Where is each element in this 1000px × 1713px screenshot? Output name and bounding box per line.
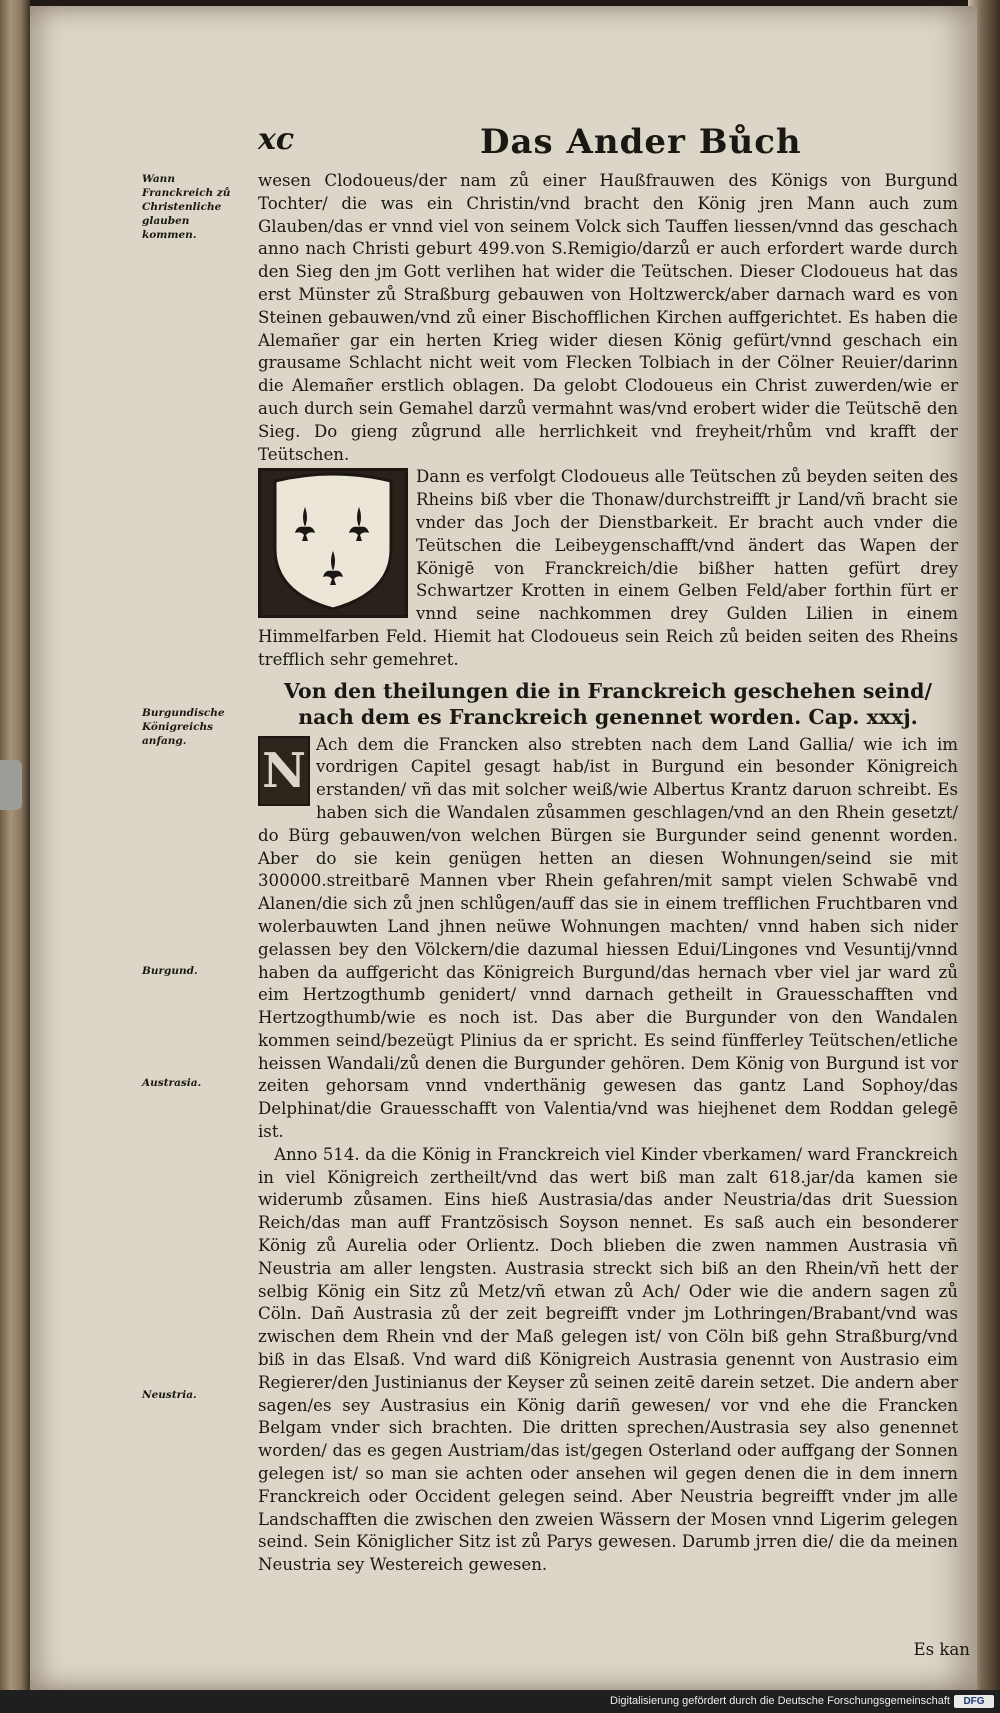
footer-credit: Digitalisierung gefördert durch die Deutsche Forschungsgemeinschaft — [610, 1695, 950, 1707]
margin-note-austrasia: Austrasia. — [142, 1077, 202, 1089]
margin-note-burgund-anfang: Burgundische Königreichs anfang. — [142, 707, 225, 747]
running-title: Das Ander Bůch — [480, 122, 802, 162]
book-spine — [0, 0, 30, 1700]
decorated-initial: N — [258, 736, 310, 806]
catchword: Es kan — [913, 1640, 970, 1659]
fleur-de-lis-icon — [261, 471, 405, 615]
paragraph-austrasia: Anno 514. da die König in Franckreich viel Kinder vberkamen/ ward Franckreich in viel Königreich zertheilt/vnd das wert biß man zalt 618.jar/da kamen sie widerumb zůsamen. Eins hieß Austrasia/das ander Neustria/das drit Suession Reich/das man auff Frantzösisch Soyson nennet. Es saß auch ein besonderer König zů Aurelia oder Orlientz. Doch blieben die zwen nammen Austrasia vñ Neustria am aller lengsten. Austrasia streckt sich biß an den Rhein/vñ hett der selbig König ein Sitz zů Metz/vñ etwan zů Ach/ Oder wie die andern sagen zů Cöln. Dañ Austrasia zů der zeit begreifft vnder jm Lothringen/Brabant/vnd was zwischen dem Rhein vnd der Maß gelegen ist/ von Cöln biß gehn Straßburg/vnd biß in das Elsaß. Vnd ward diß Königreich Austrasia genennt von Austrasio eim Regierer/den Justinianus der Keyser zů seinen zeitē darein setzet. Die andern aber sagen/es sey Austrasius ein König dariñ gewesen/ vor vnd ehe die Francken Belgam vnder sich brachten. Die dritten sprechen/Austrasia sey also genennet worden/ das es gegen Austriam/das ist/gegen Osterland oder auffgang der Sonnen gelegen ist/ so man sie achten oder ansehen wil gegen denen die in dem innern Franckreich oder Occident gelegen seind. Aber Neustria begreifft vnder jm alle Landschafften die zwischen den zweien Wässern der Mosen vnnd Ligerim gelegen seind. Sein Königlicher Sitz ist zů Parys gewesen. Darumb jrren die/ die da meinen Neustria sey Westereich gewesen. — [258, 1144, 958, 1575]
coat-of-arms-woodcut — [258, 468, 408, 618]
footer-bar — [0, 1690, 1000, 1713]
book-clasp — [0, 760, 22, 810]
page-number: xc — [258, 122, 295, 157]
margin-note-burgund: Burgund. — [142, 965, 198, 977]
main-text — [258, 170, 958, 1577]
paragraph-burgund: Ach dem die Francken also strebten nach dem Land Gallia/ wie ich im vordrigen Capitel gesagt hab/ist in Burgund ein besonder Königreich erstanden/ vñ das mit solcher weiß/wie Albertus Krantz daruon schreibt. Es haben sich die Wandalen zůsammen geschlagen/vnd an den Rhein gesetzt/ do Bürg gebauwen/von welchen Bürgen sie Burgunder seind genennt worden. Aber do sie kein genügen hetten an diesen Wohnungen/seind sie mit 300000.streitbarē Mannen vber Rhein gefahren/mit sampt vielen Schwabē vnd Alanen/die sich zů jnen schlůgen/auff das sie in einem trefflichen Fruchtbaren vnd wolerbauwten Land jhnen neüwe Wohnungen machten/ vnnd haben sich nider gelassen bey den Völckern/die dazumal hiessen Edui/Lingones vnd Vesuntij/vnnd haben da auffgericht das Königreich Burgund/das hernach vber viel jar ward zů eim Hertzogthumb genidert/ vnnd darnach getheilt in Grauesschafften vnd Hertzogthumb/wie es noch ist. Das aber die Burgunder von den Wandalen kommen seind/bezeügt Plinius da er spricht. Es seind fünfferley Teütschen/etliche heissen Wandali/zů denen die Burgunder gehören. Dem König von Burgund ist vor zeiten gehorsam vnnd vnderthänig gewesen das gantz Land Sophoy/das Delphinat/die Grauesschafft von Valentia/vnd was hiejhenet dem Roddan gelegē ist. — [258, 734, 958, 1142]
chapter-heading: Von den theilungen die in Franckreich geschehen seind/ nach dem es Franckreich genennet worden. Cap. xxxj. — [284, 678, 932, 729]
paragraph-clodoueus: wesen Clodoueus/der nam zů einer Haußfrauwen des Königs von Burgund Tochter/ die was ein Christin/vnd bracht den König jren Mann auch zum Glauben/das er vnnd viel von seinem Volck sich Tauffen liessen/vnnd das geschach anno nach Christi geburt 499.von S.Remigio/darzů er auch erfordert warde durch den Sieg den jm Gott verlihen hat wider die Teütschen. Dieser Clodoueus hat das erst Münster zů Straßburg gebauwen von Holtzwerck/aber darnach ward es von Steinen gebauwen/vnd zů einer Bischofflichen Kirchen auffgerichtet. Es haben die Alemañer gar ein herten Krieg wider diesen König gefürt/vnnd geschach ein grausame Schlacht nicht weit vom Flecken Tolbiach in der Cölner Reuier/darinn die Alemañer erstlich oblagen. Da gelobt Clodoueus ein Christ zuwerden/wie er auch durch sein Gemahel darzů vermahnt was/vnd erobert wider die Teütschē den Sieg. Do gieng zůgrund alle herrlichkeit vnd freyheit/rhům vnd krafft der Teütschen. — [258, 171, 958, 464]
margin-note-neustria: Neustria. — [142, 1389, 197, 1401]
dfg-logo: DFG — [954, 1695, 994, 1708]
margin-note-franckreich: Wann Franckreich zů Christenliche glauben kommen. — [142, 173, 231, 241]
paragraph-verfolgung: Dann es verfolgt Clodoueus alle Teütschen zů beyden seiten des Rheins biß vber die Thonaw/durchstreifft jr Land/vñ bracht sie vnder das Joch der Dienstbarkeit. Er bracht auch vnder die Teütschen die Leibeygenschafft/vnd ändert das Wapen der Königē von Franckreich/die bißher hatten gefürt drey Schwartzer Krotten in einem Gelben Feld/aber forthin fürt er vnnd seine nachkommen drey Gulden Lilien in einem Himmelfarben Feld. Hiemit hat Clodoueus sein Reich zů beiden seiten des Rheins trefflich sehr gemehret. — [258, 467, 958, 669]
